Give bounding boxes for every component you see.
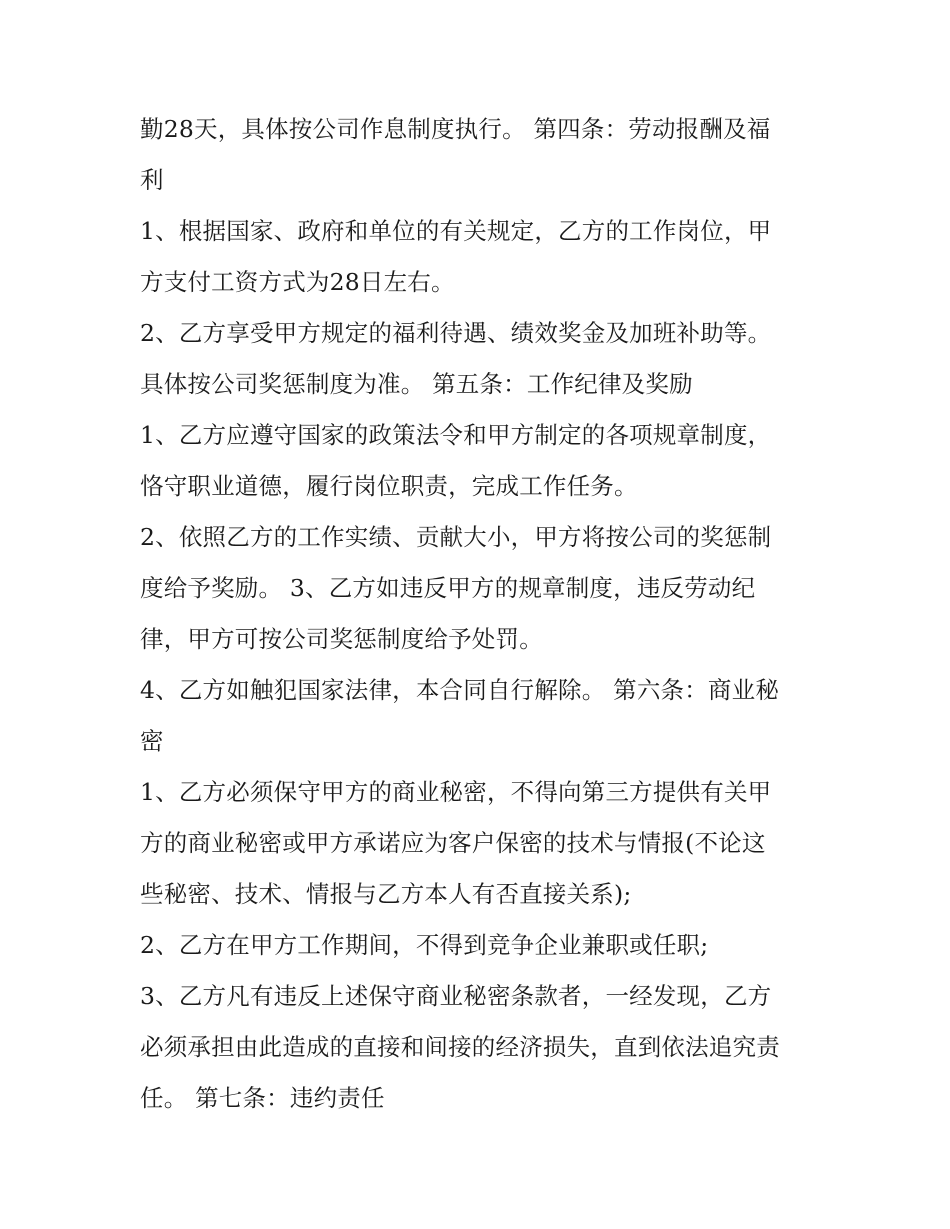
text-line: 1、乙方必须保守甲方的商业秘密，不得向第三方提供有关甲 [140,778,772,806]
text-line: 恪守职业道德，履行岗位职责，完成工作任务。 [140,472,638,500]
contract-text [140,104,820,1124]
text-line: 密 [140,727,164,755]
text-line: 勤28天，具体按公司作息制度执行。 第四条：劳动报酬及福 [140,115,771,143]
text-line: 度给予奖励。 3、乙方如违反甲方的规章制度，违反劳动纪 [140,574,756,602]
text-line: 律，甲方可按公司奖惩制度给予处罚。 [140,625,543,653]
text-line: 3、乙方凡有违反上述保守商业秘密条款者，一经发现，乙方 [140,982,772,1010]
text-line: 必须承担由此造成的直接和间接的经济损失，直到依法追究责 [140,1033,780,1061]
text-line: 方的商业秘密或甲方承诺应为客户保密的技术与情报(不论这 [140,829,766,857]
text-line: 2、乙方在甲方工作期间，不得到竞争企业兼职或任职; [140,931,709,959]
text-line: 1、乙方应遵守国家的政策法令和甲方制定的各项规章制度， [140,421,772,449]
text-line: 任。 第七条：违约责任 [140,1084,385,1112]
text-line: 方支付工资方式为28日左右。 [140,268,455,296]
text-line: 具体按公司奖惩制度为准。 第五条：工作纪律及奖励 [140,370,693,398]
text-line: 些秘密、技术、情报与乙方本人有否直接关系); [140,880,632,908]
text-line: 4、乙方如触犯国家法律，本合同自行解除。 第六条：商业秘 [140,676,780,704]
text-line: 2、乙方享受甲方规定的福利待遇、绩效奖金及加班补助等。 [140,319,772,347]
text-line: 1、根据国家、政府和单位的有关规定，乙方的工作岗位，甲 [140,217,772,245]
text-line: 2、依照乙方的工作实绩、贡献大小，甲方将按公司的奖惩制 [140,523,772,551]
text-line: 利 [140,166,164,194]
